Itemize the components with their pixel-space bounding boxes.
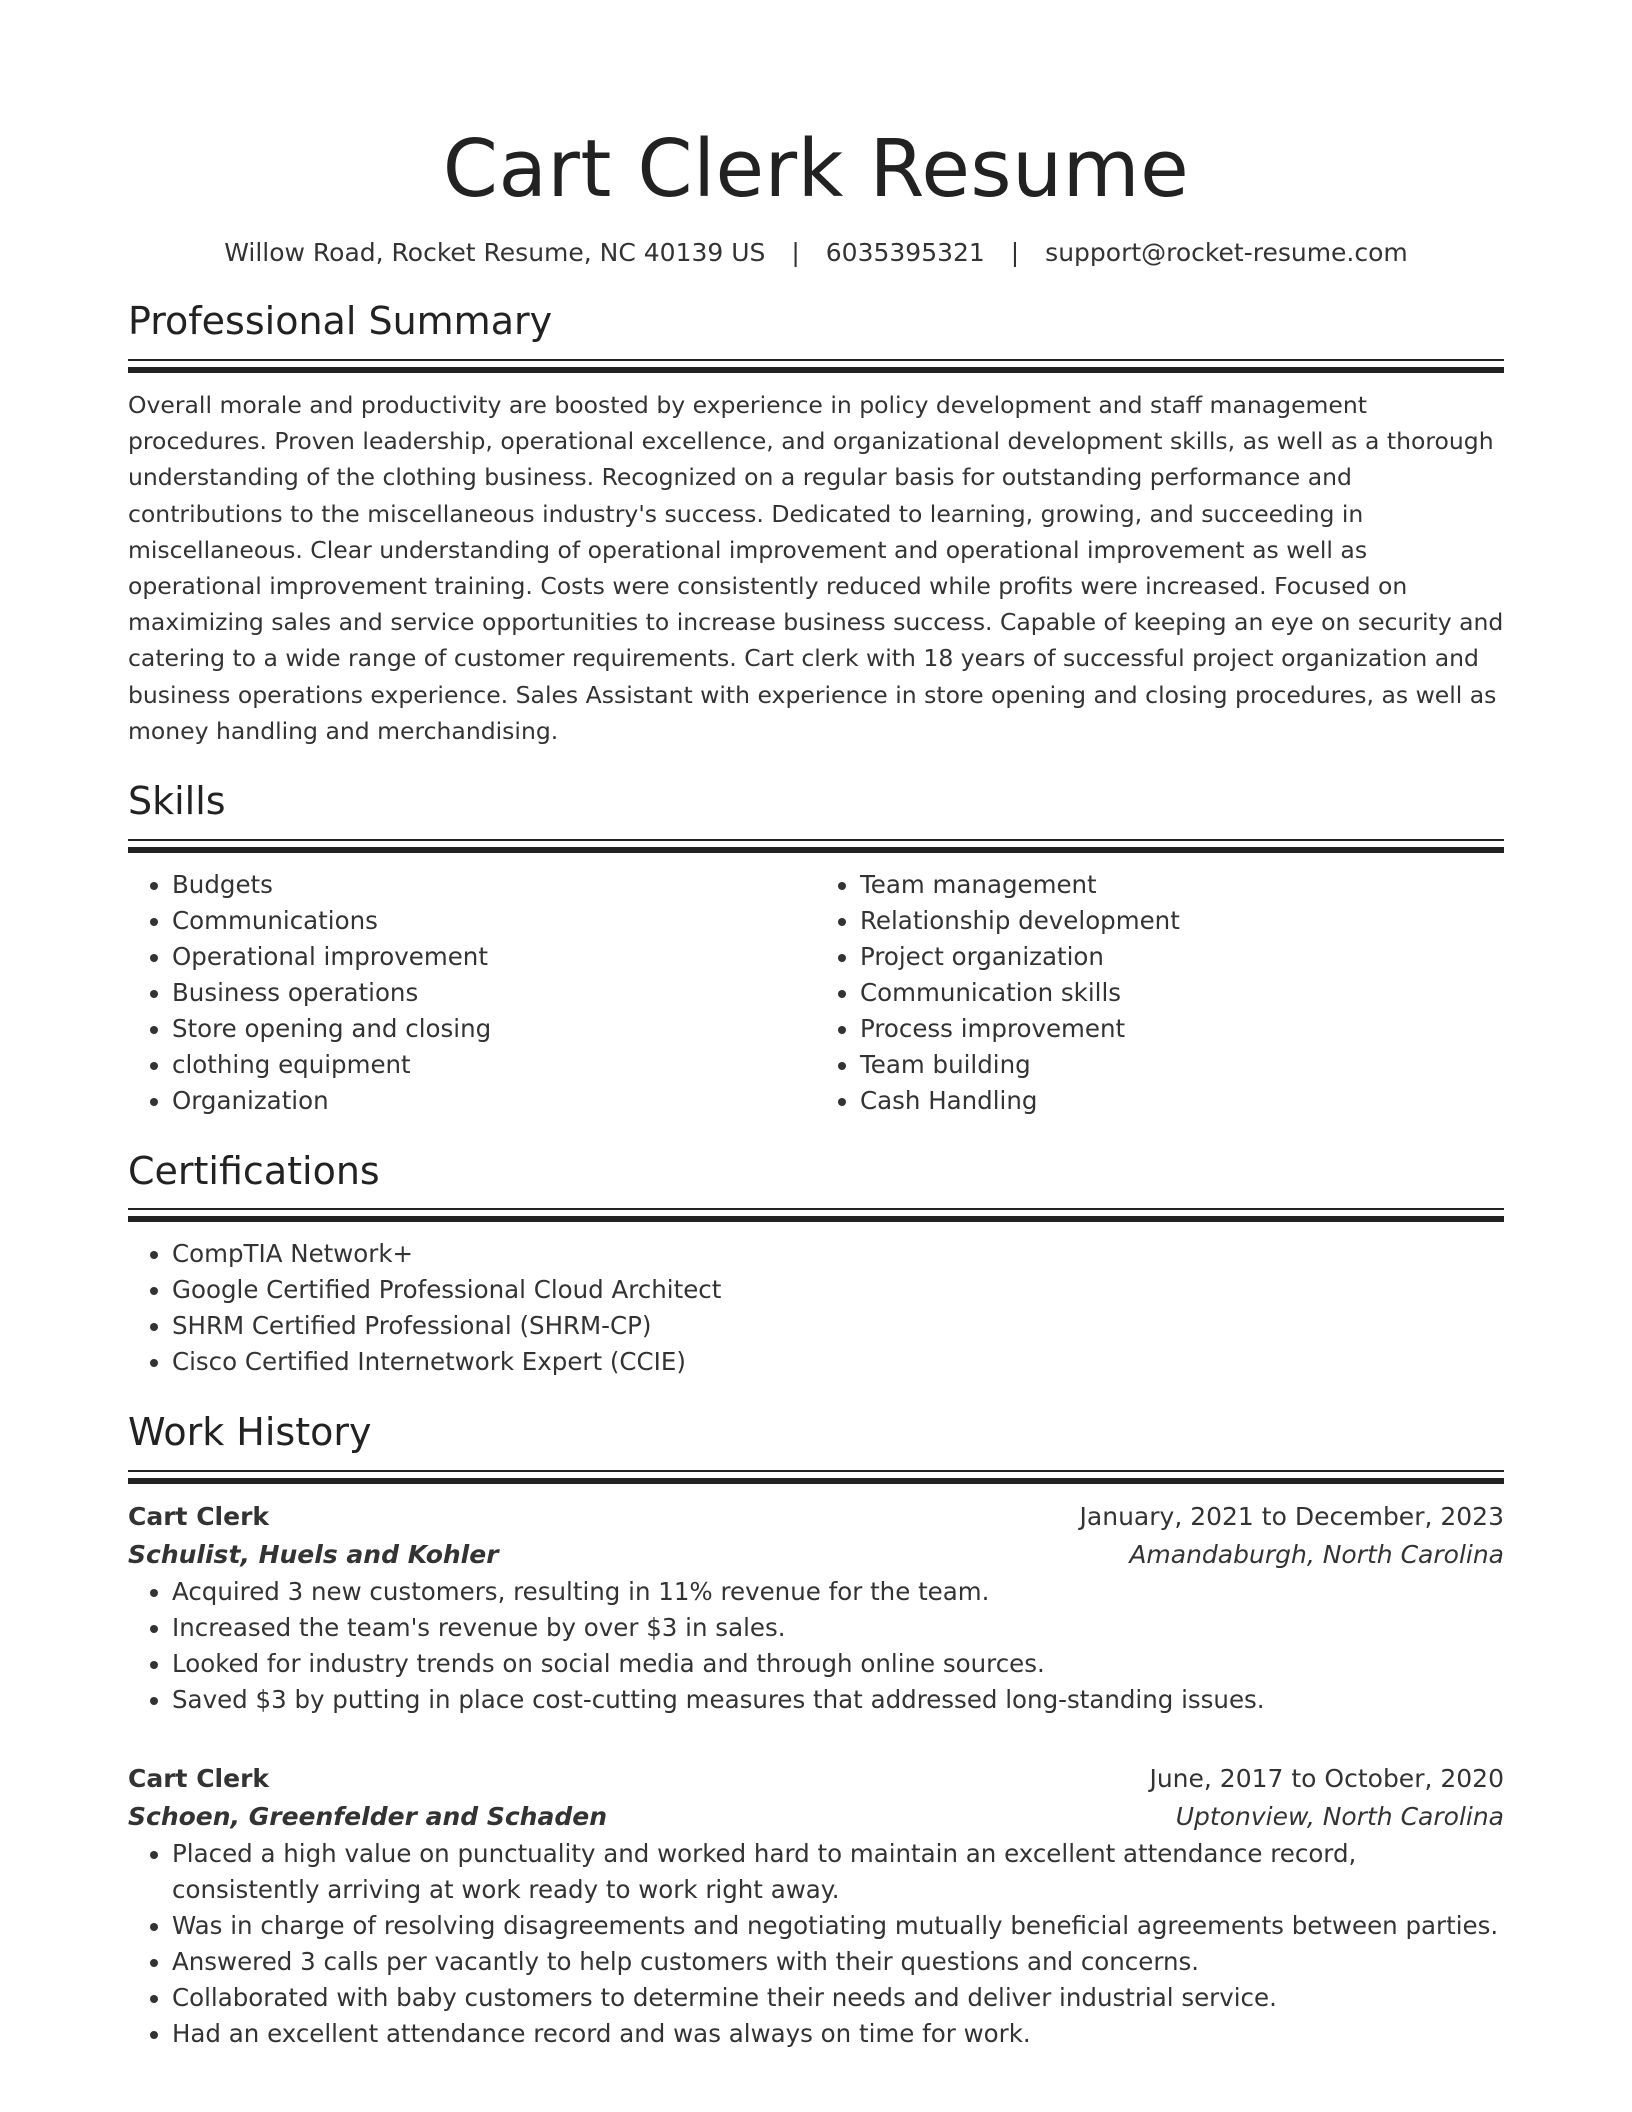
job-dates: June, 2017 to October, 2020 <box>1149 1763 1504 1793</box>
certification-item: • CompTIA Network+ <box>172 1236 1504 1272</box>
job-bullet: • Had an excellent attendance record and was always on time for work. <box>172 2016 1504 2052</box>
job-bullet: • Increased the team's revenue by over $3 in sales. <box>172 1610 1504 1646</box>
certification-item: • Cisco Certified Internetwork Expert (CCIE) <box>172 1344 1504 1380</box>
skill-item: • clothing equipment <box>172 1047 816 1083</box>
skills-column-left <box>128 867 816 1119</box>
skill-item: • Business operations <box>172 975 816 1011</box>
section-divider <box>128 359 1504 373</box>
skill-item: • Team management <box>860 867 1504 903</box>
skill-item: • Organization <box>172 1083 816 1119</box>
job-title: Cart Clerk <box>128 1501 270 1531</box>
skill-item: • Relationship development <box>860 903 1504 939</box>
job-bullet: • Placed a high value on punctuality and worked hard to maintain an excellent attendance record, consistently arriving at work ready to work right away. <box>172 1836 1504 1908</box>
skill-item: • Store opening and closing <box>172 1011 816 1047</box>
contact-separator: | <box>791 237 800 267</box>
certifications-list <box>128 1236 1504 1380</box>
skill-item: • Communication skills <box>860 975 1504 1011</box>
work-history-heading: Work History <box>128 1410 372 1455</box>
job-bullet-list <box>128 1574 1504 1718</box>
contact-line <box>128 237 1504 270</box>
skills-grid <box>128 867 1504 1119</box>
skills-column-right <box>816 867 1504 1119</box>
job-bullet: • Acquired 3 new customers, resulting in 11% revenue for the team. <box>172 1574 1504 1610</box>
job-bullet: • Looked for industry trends on social media and through online sources. <box>172 1646 1504 1682</box>
contact-email: support@rocket-resume.com <box>1045 237 1408 267</box>
section-divider <box>128 1208 1504 1222</box>
certifications-heading: Certifications <box>128 1148 380 1193</box>
skill-item: • Team building <box>860 1047 1504 1083</box>
skills-heading: Skills <box>128 778 226 823</box>
skill-item: • Operational improvement <box>172 939 816 975</box>
job-entry <box>128 1760 1504 2052</box>
skill-item: • Communications <box>172 903 816 939</box>
job-bullet: • Answered 3 calls per vacantly to help customers with their questions and concerns. <box>172 1944 1504 1980</box>
contact-phone: 6035395321 <box>825 237 985 267</box>
skill-item: • Budgets <box>172 867 816 903</box>
job-company: Schulist, Huels and Kohler <box>128 1539 499 1569</box>
skill-item: • Project organization <box>860 939 1504 975</box>
contact-address: Willow Road, Rocket Resume, NC 40139 US <box>224 237 766 267</box>
job-bullet-list <box>128 1836 1504 2052</box>
job-location: Uptonview, North Carolina <box>1175 1801 1504 1831</box>
job-dates: January, 2021 to December, 2023 <box>1079 1501 1504 1531</box>
resume-title: Cart Clerk Resume <box>442 123 1190 215</box>
certification-item: • Google Certified Professional Cloud Architect <box>172 1272 1504 1308</box>
skill-item: • Cash Handling <box>860 1083 1504 1119</box>
job-title: Cart Clerk <box>128 1763 270 1793</box>
certification-item: • SHRM Certified Professional (SHRM-CP) <box>172 1308 1504 1344</box>
job-company: Schoen, Greenfelder and Schaden <box>128 1801 608 1831</box>
summary-text: Overall morale and productivity are boosted by experience in policy development and staff management procedures. Proven leadership, operational excellence, and organizational development skills, as well as a thorough understanding of the clothing business. Recognized on a regular basis for outstanding performance and contributions to the miscellaneous industry's success. Dedicated to learning, growing, and succeeding in miscellaneous. Clear understanding of operational improvement and operational improvement as well as operational improvement training. Costs were consistently reduced while profits were increased. Focused on maximizing sales and service opportunities to increase business success. Capable of keeping an eye on security and catering to a wide range of customer requirements. Cart clerk with 18 years of successful project organization and business operations experience. Sales Assistant with experience in store opening and closing procedures, as well as money handling and merchandising. <box>128 390 1504 745</box>
summary-heading: Professional Summary <box>128 299 553 344</box>
section-divider <box>128 839 1504 853</box>
job-bullet: • Saved $3 by putting in place cost-cutting measures that addressed long-standing issues. <box>172 1682 1504 1718</box>
skill-item: • Process improvement <box>860 1011 1504 1047</box>
contact-separator: | <box>1010 237 1020 267</box>
section-divider <box>128 1470 1504 1484</box>
job-entry <box>128 1498 1504 1718</box>
job-bullet: • Was in charge of resolving disagreements and negotiating mutually beneficial agreements between parties. <box>172 1908 1504 1944</box>
job-location: Amandaburgh, North Carolina <box>1129 1539 1504 1569</box>
job-bullet: • Collaborated with baby customers to determine their needs and deliver industrial service. <box>172 1980 1504 2016</box>
